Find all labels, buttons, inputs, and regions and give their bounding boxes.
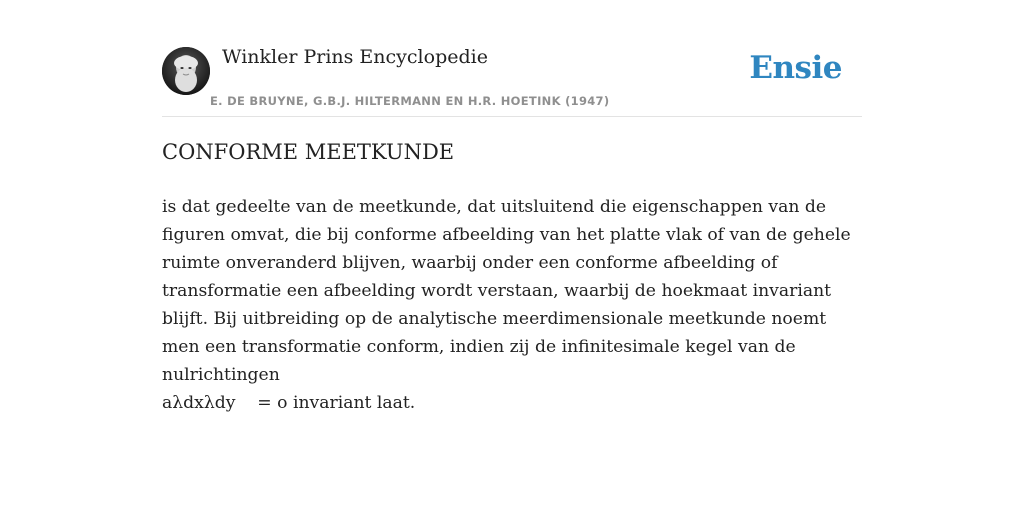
entry-body: [162, 193, 862, 417]
author-portrait-icon: [162, 47, 210, 95]
entry-body-text: is dat gedeelte van de meetkunde, dat uitsluitend die eigenschappen van de figuren omvat, die bij conforme afbeelding van het platte vlak of van de gehele ruimte onveranderd blijven, waarbij onder een conforme afbeelding of transformatie een afbeelding wordt verstaan, waarbij de hoekmaat invariant blijft. Bij uitbreiding op de analytische meerdimensionale meetkunde noemt men een transformatie conform, indien zij de infinitesimale kegel van de nulrichtingen: [162, 197, 851, 385]
entry-formula-line: [162, 393, 415, 413]
source-title[interactable]: Winkler Prins Encyclopedie: [222, 46, 488, 68]
source-header: [162, 44, 862, 117]
entry-formula-text: aλdxλdy = o invariant laat.: [162, 393, 416, 413]
entry-title: CONFORME MEETKUNDE: [162, 140, 455, 164]
source-authors: E. DE BRUYNE, G.B.J. HILTERMANN EN H.R. HOETINK (1947): [210, 94, 610, 108]
ensie-logo-link[interactable]: Ensie: [749, 50, 842, 86]
